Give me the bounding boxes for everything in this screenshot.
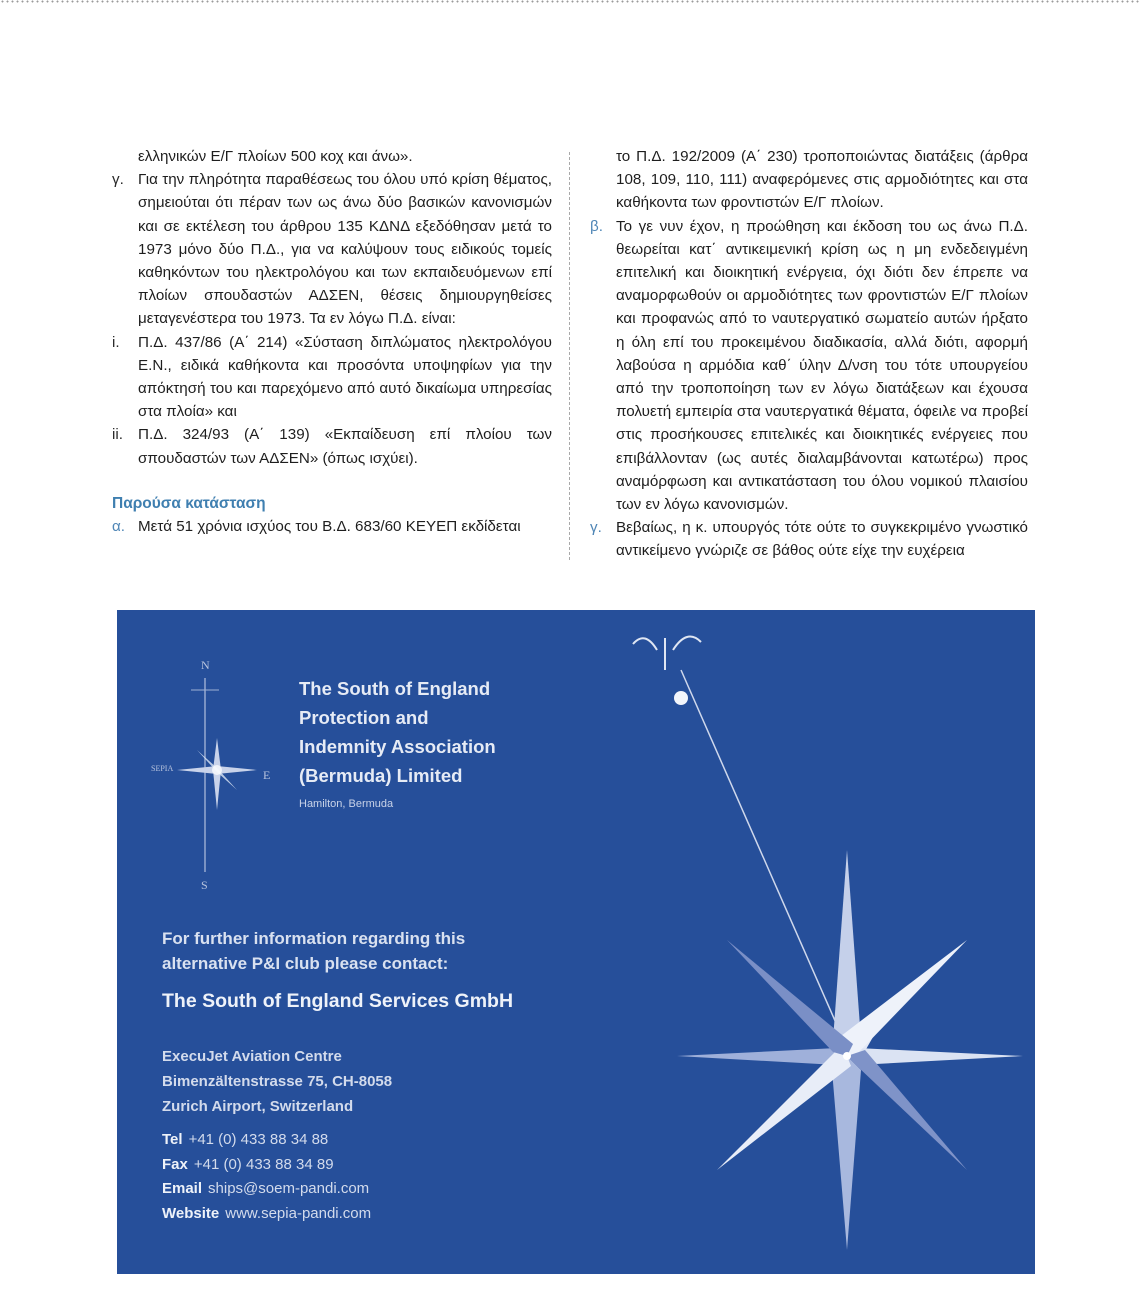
ad-address [162,1044,392,1119]
paragraph-text: Το γε νυν έχον, η προώθηση και έκδοση του ως άνω Π.Δ. θεωρείται κατ΄ αντικειμενική κρίση ως η μη ενδεδειγμένη επιτελική και διοικητική ενέργεια, όχι διότι δεν έπρεπε να αναμορφωθούν οι αρμοδιότητες των φροντιστών Ε/Γ πλοίων και προφανώς από το ναυτεργατικό σωματείο αυτών ήρξατο η όλη επί του προκειμένου διαδικασία, αλλά διότι, αφορμή λαβούσα η αρμόδια καθ΄ ύλην Δ/νση του τότε υπουργείου από την τροποποίηση των εν λόγω διατάξεων και έχουσα πολυετή εμπειρία στα ναυτεργατικά θέματα, όφειλε να προβεί στις προσήκουσες επιτελικές και διοικητικές ενέργειες που επιβάλλονταν (ως αυτές διαλαμβάνονται κατωτέρω) προς αναμόρφωση και αντικατάσταση του όλου νομικού πλαισίου των εν λόγω κανονισμών. [616,217,1028,514]
compass-east-label: E [263,768,271,782]
contact-label: Tel [162,1131,183,1148]
article-paragraph [112,145,552,168]
sepia-advertisement [117,610,1035,1274]
list-marker: γ. [590,519,602,537]
article-paragraph [112,423,552,469]
contact-label: Fax [162,1155,188,1173]
contact-value: +41 (0) 433 88 34 89 [193,1155,334,1173]
list-marker: β. [590,217,603,235]
dotted-top-border [0,0,1141,3]
paragraph-text: Μετά 51 χρόνια ισχύος του Β.Δ. 683/60 ΚΕΥΕΠ εκδίδεται [138,518,521,536]
ad-company-name: The South of England Services GmbH [162,990,514,1012]
contact-label: Email [162,1180,203,1197]
contact-tel [162,1128,371,1153]
paragraph-text: Βεβαίως, η κ. υπουργός τότε ούτε το συγκεκριμένο γνωστικό αντικείμενο γνώριζε σε βάθος ούτε είχε την ευχέρεια [616,519,1028,560]
compass-south-label: S [201,878,208,892]
ad-title-line: Protection and [299,707,429,728]
compass-north-label: N [201,658,210,672]
ad-title-line: (Bermuda) Limited [299,765,463,786]
article-left-column [112,145,552,538]
contact-value: +41 (0) 433 88 34 88 [188,1131,329,1148]
ad-address-line: ExecuJet Aviation Centre [162,1048,342,1065]
article-paragraph [590,516,1028,562]
list-marker: i. [112,333,120,351]
list-marker: ii. [112,426,123,444]
ad-address-line: Bimenzältenstrasse 75, CH-8058 [162,1073,393,1090]
article-paragraph [112,331,552,424]
paragraph-text: Για την πληρότητα παραθέσεως του όλου υπό κρίση θέματος, σημειούται ότι πέραν των ως άνω δύο βασικών κανονισμών και σε εκτέλεση του άρθρου 135 ΚΔΝΔ εξεδόθησαν μετά το 1973 μόνο δύο Π.Δ., για να καλύψουν τους ειδικούς τομείς καθηκόντων του ηλεκτρολόγου και των εκπαιδευόμενων επί πλοίων σπουδαστών ΑΔΣΕΝ, θέσεις δημιουργηθείσες μεταγενέστερα του 1973. Τα εν λόγω Π.Δ. είναι: [138,171,552,328]
contact-value: ships@soem-pandi.com [208,1180,370,1197]
ad-title-line: The South of England [299,678,491,699]
contact-label: Website [162,1204,220,1222]
ad-title-line: Indemnity Association [299,736,496,757]
ad-info-line: alternative P&I club please contact: [162,954,449,973]
ad-contacts [162,1128,371,1226]
article-paragraph [112,515,552,538]
paragraph-text: το Π.Δ. 192/2009 (Α΄ 230) τροποποιώντας διατάξεις (άρθρα 108, 109, 110, 111) αναφερόμενες στις αρμοδιότητες και στα καθήκοντα των φροντιστών Ε/Γ πλοίων. [616,148,1028,212]
ad-info-line: For further information regarding this [162,929,466,948]
article-paragraph [112,168,552,330]
sepia-logo-text: SEPIA [151,764,174,773]
article-right-column [590,145,1028,563]
article-paragraph [590,215,1028,517]
list-marker: α. [112,518,125,536]
contact-website [162,1202,371,1227]
paragraph-text: Π.Δ. 324/93 (Α΄ 139) «Εκπαίδευση επί πλοίου των σπουδαστών των ΑΔΣΕΝ» (όπως ισχύει). [138,426,552,467]
contact-value: www.sepia-pandi.com [225,1204,372,1222]
article-paragraph [590,145,1028,215]
ad-title [299,674,496,790]
ad-address-line: Zurich Airport, Switzerland [162,1098,354,1115]
contact-email [162,1177,371,1202]
ad-info-text [162,926,465,976]
column-divider [569,152,570,560]
paragraph-text: ελληνικών Ε/Γ πλοίων 500 κοχ και άνω». [138,148,413,165]
section-heading: Παρούσα κατάσταση [112,494,266,512]
paragraph-text: Π.Δ. 437/86 (Α΄ 214) «Σύσταση διπλώματος ηλεκτρολόγου Ε.Ν., ειδικά καθήκοντα και προσόντα υποψηφίων για την απόκτησή του και παρεχόμενο από αυτό δικαίωμα υπηρεσίας στα πλοία» και [138,333,552,421]
contact-fax [162,1153,371,1178]
list-marker: γ. [112,171,124,189]
ad-city: Hamilton, Bermuda [299,798,394,810]
